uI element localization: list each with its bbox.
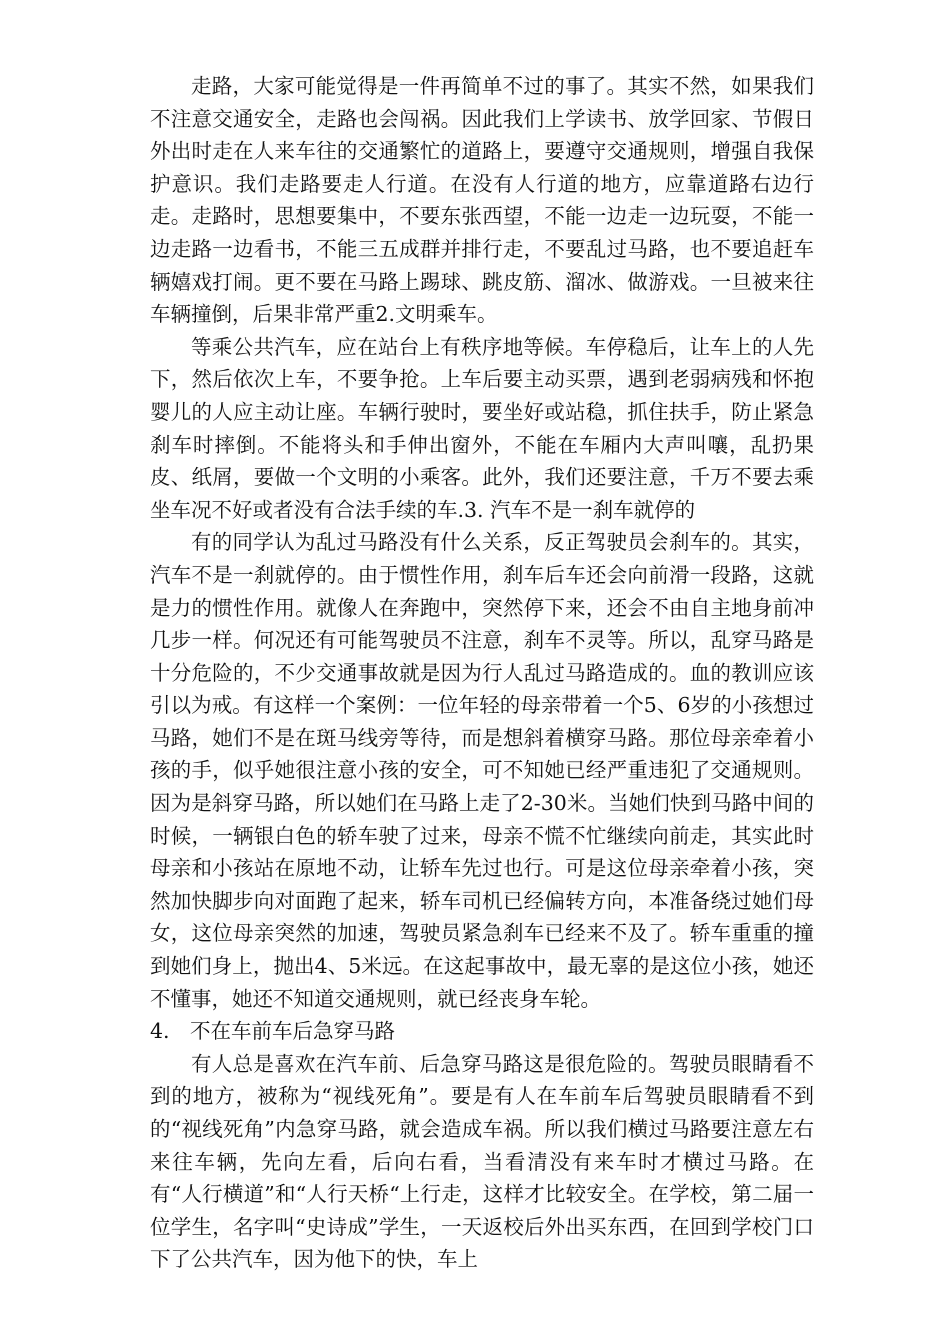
document-body: [150, 70, 814, 1276]
paragraph-walking-safety: 走路，大家可能觉得是一件再简单不过的事了。其实不然，如果我们不注意交通安全，走路也会闯祸。因此我们上学读书、放学回家、节假日外出时走在人来车往的交通繁忙的道路上，要遵守交通规则，增强自我保护意识。我们走路要走人行道。在没有人行道的地方，应靠道路右边行走。走路时，思想要集中，不要东张西望，不能一边走一边玩耍，不能一边走路一边看书，不能三五成群并排行走，不要乱过马路，也不要追赶车辆嬉戏打闹。更不要在马路上踢球、跳皮筋、溜冰、做游戏。一旦被来往车辆撞倒，后果非常严重2.文明乘车。: [150, 74, 814, 327]
paragraph-braking-distance: 有的同学认为乱过马路没有什么关系，反正驾驶员会刹车的。其实，汽车不是一刹就停的。由于惯性作用，刹车后车还会向前滑一段路，这就是力的惯性作用。就像人在奔跑中，突然停下来，还会不由自主地身前冲几步一样。何况还有可能驾驶员不注意，刹车不灵等。所以，乱穿马路是十分危险的，不少交通事故就是因为行人乱过马路造成的。血的教训应该引以为戒。有这样一个案例：一位年轻的母亲带着一个5、6岁的小孩想过马路，她们不是在斑马线旁等待，而是想斜着横穿马路。那位母亲牵着小孩的手，似乎她很注意小孩的安全，可不知她已经严重违犯了交通规则。因为是斜穿马路，所以她们在马路上走了2-30米。当她们快到马路中间的时候，一辆银白色的轿车驶了过来，母亲不慌不忙继续向前走，其实此时母亲和小孩站在原地不动，让轿车先过也行。可是这位母亲牵着小孩，突然加快脚步向对面跑了起来，轿车司机已经偏转方向，本准备绕过她们母女，这位母亲突然的加速，驾驶员紧急刹车已经来不及了。轿车重重的撞到她们身上，抛出4、5米远。在这起事故中，最无辜的是这位小孩，她还不懂事，她还不知道交通规则，就已经丧身车轮。: [150, 530, 814, 1011]
paragraph-blind-spot: 有人总是喜欢在汽车前、后急穿马路这是很危险的。驾驶员眼睛看不到的地方，被称为“视线死角”。要是有人在车前车后驾驶员眼睛看不到的“视线死角”内急穿马路，就会造成车祸。所以我们横过马路要注意左右来往车辆，先向左看，后向右看，当看清没有来车时才横过马路。在有“人行横道”和“人行天桥“上行走，这样才比较安全。在学校，第二届一位学生，名字叫“史诗成”学生，一天返校后外出买东西，在回到学校门口下了公共汽车，因为他下的快，车上: [150, 1051, 814, 1272]
paragraph-civilized-riding: 等乘公共汽车，应在站台上有秩序地等候。车停稳后，让车上的人先下，然后依次上车，不要争抢。上车后要主动买票，遇到老弱病残和怀抱婴儿的人应主动让座。车辆行驶时，要坐好或站稳，抓住扶手，防止紧急刹车时摔倒。不能将头和手伸出窗外，不能在车厢内大声叫嚷，乱扔果皮、纸屑，要做一个文明的小乘客。此外，我们还要注意，千万不要去乘坐车况不好或者没有合法手续的车.3. 汽车不是一刹车就停的: [150, 334, 814, 522]
section-heading-crossing: 4. 不在车前车后急穿马路: [150, 1019, 396, 1044]
